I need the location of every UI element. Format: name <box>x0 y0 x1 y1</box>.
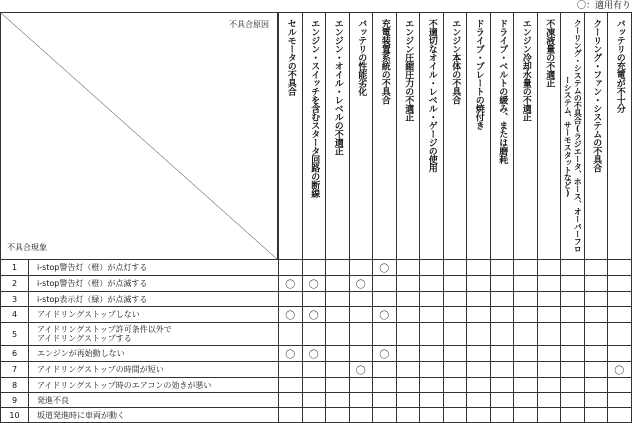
empty-cell <box>467 362 491 378</box>
table-row <box>1 378 632 393</box>
empty-cell <box>514 276 538 292</box>
empty-cell <box>420 323 444 346</box>
empty-cell <box>443 276 467 292</box>
cause-header-label: 不具合原因 <box>229 20 269 29</box>
empty-cell <box>561 292 585 307</box>
empty-cell <box>584 323 608 346</box>
empty-cell <box>302 378 326 393</box>
empty-cell <box>396 346 420 362</box>
empty-cell <box>396 362 420 378</box>
empty-cell <box>279 378 303 393</box>
cause-header: クーリング・ファン・システムの不具合 <box>584 13 608 260</box>
empty-cell <box>443 408 467 423</box>
empty-cell <box>537 362 561 378</box>
symptom-cell: アイドリングストップ許可条件以外で アイドリングストップする <box>29 323 279 346</box>
empty-cell <box>584 378 608 393</box>
empty-cell <box>490 260 514 276</box>
cause-header: ドライブ・プレートの焼付き <box>467 13 491 260</box>
empty-cell <box>561 346 585 362</box>
empty-cell <box>467 378 491 393</box>
empty-cell <box>443 307 467 323</box>
empty-cell <box>396 378 420 393</box>
empty-cell <box>514 393 538 408</box>
symptom-cell: アイドリングストップの時間が短い <box>29 362 279 378</box>
empty-cell <box>584 260 608 276</box>
empty-cell <box>326 378 350 393</box>
empty-cell <box>608 393 632 408</box>
empty-cell <box>373 292 397 307</box>
empty-cell <box>490 393 514 408</box>
empty-cell <box>490 292 514 307</box>
symptom-cell: i-stop警告灯（橙）が点滅する <box>29 276 279 292</box>
empty-cell <box>396 276 420 292</box>
empty-cell <box>443 260 467 276</box>
empty-cell <box>561 276 585 292</box>
empty-cell <box>584 276 608 292</box>
empty-cell <box>490 307 514 323</box>
empty-cell <box>279 260 303 276</box>
empty-cell <box>396 307 420 323</box>
empty-cell <box>420 276 444 292</box>
cause-header: エンジン・スイッチを含むスタータ回路の断線 <box>302 13 326 260</box>
empty-cell <box>490 408 514 423</box>
symptom-cell: アイドリングストップ時のエアコンの効きが悪い <box>29 378 279 393</box>
applicable-mark: 〇 <box>373 307 397 323</box>
table-row <box>1 260 632 276</box>
empty-cell <box>537 393 561 408</box>
cause-header: エンジン・オイル・レベルの不適正 <box>326 13 350 260</box>
table-row <box>1 276 632 292</box>
empty-cell <box>584 393 608 408</box>
empty-cell <box>584 307 608 323</box>
empty-cell <box>349 307 373 323</box>
row-number: 10 <box>1 408 29 423</box>
empty-cell <box>467 260 491 276</box>
empty-cell <box>326 393 350 408</box>
empty-cell <box>537 323 561 346</box>
empty-cell <box>349 408 373 423</box>
empty-cell <box>514 408 538 423</box>
empty-cell <box>561 362 585 378</box>
empty-cell <box>561 260 585 276</box>
header-row <box>1 13 632 260</box>
applicable-mark: 〇 <box>608 362 632 378</box>
symptom-cell: 坂道発進時に車両が動く <box>29 408 279 423</box>
empty-cell <box>326 292 350 307</box>
cause-header: 充電装置系統の不具合 <box>373 13 397 260</box>
empty-cell <box>396 323 420 346</box>
cause-header: バッテリの充電が不十分 <box>608 13 632 260</box>
row-number: 7 <box>1 362 29 378</box>
empty-cell <box>514 260 538 276</box>
empty-cell <box>561 393 585 408</box>
applicable-mark: 〇 <box>349 276 373 292</box>
empty-cell <box>443 362 467 378</box>
empty-cell <box>326 408 350 423</box>
empty-cell <box>396 393 420 408</box>
empty-cell <box>349 378 373 393</box>
row-number: 2 <box>1 276 29 292</box>
cause-header: クーリング・システムの不具合(ラジエータ、ホース、オーバーフローシステム、サーモスタットなど) <box>561 13 585 260</box>
empty-cell <box>349 260 373 276</box>
empty-cell <box>608 260 632 276</box>
cause-header: バッテリの性能劣化 <box>349 13 373 260</box>
applicable-mark: 〇 <box>349 362 373 378</box>
empty-cell <box>302 393 326 408</box>
empty-cell <box>490 323 514 346</box>
empty-cell <box>467 408 491 423</box>
applicable-mark: 〇 <box>302 307 326 323</box>
empty-cell <box>302 260 326 276</box>
table-row <box>1 362 632 378</box>
empty-cell <box>302 292 326 307</box>
empty-cell <box>279 292 303 307</box>
empty-cell <box>443 346 467 362</box>
empty-cell <box>420 346 444 362</box>
empty-cell <box>537 276 561 292</box>
empty-cell <box>420 393 444 408</box>
symptom-cell: エンジンが再始動しない <box>29 346 279 362</box>
empty-cell <box>373 276 397 292</box>
empty-cell <box>608 292 632 307</box>
cause-header: ドライブ・ベルトの緩み、または磨耗 <box>490 13 514 260</box>
empty-cell <box>326 307 350 323</box>
empty-cell <box>467 346 491 362</box>
empty-cell <box>373 408 397 423</box>
phenomenon-header-label: 不具合現象 <box>7 243 47 252</box>
empty-cell <box>373 378 397 393</box>
empty-cell <box>608 346 632 362</box>
empty-cell <box>467 307 491 323</box>
empty-cell <box>349 323 373 346</box>
empty-cell <box>467 292 491 307</box>
empty-cell <box>279 362 303 378</box>
empty-cell <box>420 362 444 378</box>
symptom-cell: i-stop表示灯（緑）が点滅する <box>29 292 279 307</box>
empty-cell <box>443 378 467 393</box>
empty-cell <box>490 276 514 292</box>
empty-cell <box>537 378 561 393</box>
empty-cell <box>514 378 538 393</box>
row-number: 5 <box>1 323 29 346</box>
empty-cell <box>467 393 491 408</box>
empty-cell <box>326 346 350 362</box>
row-number: 4 <box>1 307 29 323</box>
empty-cell <box>373 323 397 346</box>
cause-header: セルモータの不具合 <box>279 13 303 260</box>
empty-cell <box>279 323 303 346</box>
empty-cell <box>420 378 444 393</box>
empty-cell <box>608 276 632 292</box>
empty-cell <box>608 307 632 323</box>
empty-cell <box>279 393 303 408</box>
empty-cell <box>608 323 632 346</box>
applicable-mark: 〇 <box>279 346 303 362</box>
cause-header: 不適切なオイル・レベル・ゲージの使用 <box>420 13 444 260</box>
cause-header: エンジン本体の不具合 <box>443 13 467 260</box>
table-row <box>1 323 632 346</box>
empty-cell <box>443 323 467 346</box>
applicable-mark: 〇 <box>302 276 326 292</box>
empty-cell <box>537 307 561 323</box>
row-number: 1 <box>1 260 29 276</box>
row-number: 8 <box>1 378 29 393</box>
empty-cell <box>537 346 561 362</box>
header-corner <box>1 13 279 260</box>
empty-cell <box>420 307 444 323</box>
cause-header: エンジン冷却水量の不適正 <box>514 13 538 260</box>
applicable-mark: 〇 <box>279 307 303 323</box>
empty-cell <box>279 408 303 423</box>
empty-cell <box>608 378 632 393</box>
empty-cell <box>561 323 585 346</box>
table-row <box>1 408 632 423</box>
applicable-mark: 〇 <box>279 276 303 292</box>
table-row <box>1 307 632 323</box>
symptom-cell: 発進不良 <box>29 393 279 408</box>
empty-cell <box>561 408 585 423</box>
empty-cell <box>302 362 326 378</box>
empty-cell <box>537 260 561 276</box>
row-number: 9 <box>1 393 29 408</box>
empty-cell <box>514 307 538 323</box>
empty-cell <box>302 323 326 346</box>
empty-cell <box>420 260 444 276</box>
troubleshooting-table <box>0 12 632 423</box>
empty-cell <box>326 323 350 346</box>
table-row <box>1 292 632 307</box>
empty-cell <box>537 408 561 423</box>
empty-cell <box>420 292 444 307</box>
empty-cell <box>302 408 326 423</box>
empty-cell <box>467 276 491 292</box>
empty-cell <box>514 292 538 307</box>
empty-cell <box>584 408 608 423</box>
row-number: 3 <box>1 292 29 307</box>
empty-cell <box>608 408 632 423</box>
empty-cell <box>584 362 608 378</box>
empty-cell <box>490 346 514 362</box>
empty-cell <box>443 292 467 307</box>
row-number: 6 <box>1 346 29 362</box>
empty-cell <box>326 276 350 292</box>
empty-cell <box>514 362 538 378</box>
empty-cell <box>584 292 608 307</box>
empty-cell <box>490 362 514 378</box>
empty-cell <box>326 362 350 378</box>
empty-cell <box>584 346 608 362</box>
table-row <box>1 346 632 362</box>
empty-cell <box>490 378 514 393</box>
empty-cell <box>396 260 420 276</box>
empty-cell <box>349 292 373 307</box>
cause-header: 不凍液量の不適正 <box>537 13 561 260</box>
empty-cell <box>514 346 538 362</box>
empty-cell <box>537 292 561 307</box>
empty-cell <box>514 323 538 346</box>
applicable-mark: 〇 <box>373 260 397 276</box>
empty-cell <box>349 346 373 362</box>
legend: 〇：適用有り <box>576 1 631 11</box>
empty-cell <box>443 393 467 408</box>
empty-cell <box>373 362 397 378</box>
symptom-cell: アイドリングストップしない <box>29 307 279 323</box>
empty-cell <box>349 393 373 408</box>
empty-cell <box>326 260 350 276</box>
empty-cell <box>420 408 444 423</box>
empty-cell <box>561 378 585 393</box>
table-body <box>1 260 632 423</box>
empty-cell <box>396 408 420 423</box>
applicable-mark: 〇 <box>302 346 326 362</box>
cause-header: エンジン圧縮圧力の不適正 <box>396 13 420 260</box>
symptom-cell: i-stop警告灯（橙）が点灯する <box>29 260 279 276</box>
applicable-mark: 〇 <box>373 346 397 362</box>
table-row <box>1 393 632 408</box>
empty-cell <box>396 292 420 307</box>
empty-cell <box>561 307 585 323</box>
empty-cell <box>467 323 491 346</box>
empty-cell <box>373 393 397 408</box>
